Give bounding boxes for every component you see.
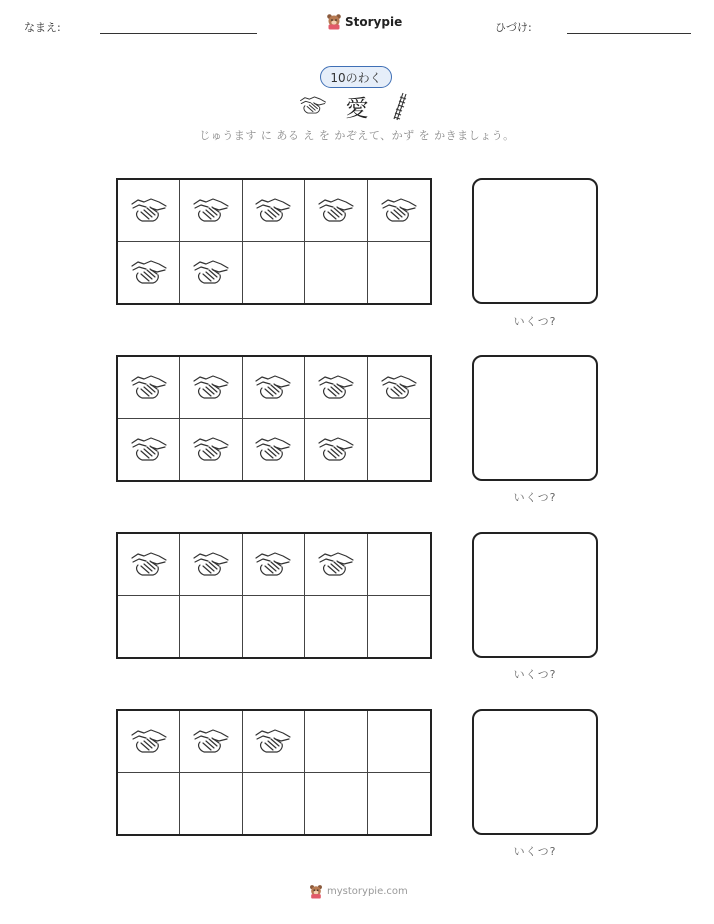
empty-cell <box>368 596 430 658</box>
empty-cell <box>180 596 242 658</box>
handshake-icon <box>298 94 328 116</box>
handshake-icon <box>129 257 169 287</box>
handshake-icon <box>129 372 169 402</box>
filled-cell <box>305 419 367 481</box>
handshake-icon <box>191 195 231 225</box>
filled-cell <box>180 711 242 773</box>
handshake-icon <box>129 195 169 225</box>
answer-box[interactable] <box>472 709 598 835</box>
filled-cell <box>118 357 180 419</box>
filled-cell <box>118 180 180 242</box>
empty-cell <box>243 596 305 658</box>
handshake-icon <box>129 434 169 464</box>
handshake-icon <box>253 434 293 464</box>
empty-cell <box>305 773 367 835</box>
handshake-icon <box>316 195 356 225</box>
handshake-icon <box>191 434 231 464</box>
handshake-icon <box>379 195 419 225</box>
instructions: じゅうます に ある え を かぞえて、かず を かきましょう。 <box>199 129 515 142</box>
filled-cell <box>243 419 305 481</box>
filled-cell <box>243 357 305 419</box>
empty-cell <box>118 773 180 835</box>
answer-box[interactable] <box>472 178 598 304</box>
handshake-icon <box>191 726 231 756</box>
ten-frame <box>116 532 432 659</box>
empty-cell <box>243 773 305 835</box>
answer-label: いくつ? <box>513 491 557 504</box>
filled-cell <box>118 534 180 596</box>
handshake-icon <box>191 257 231 287</box>
brand-name: Storypie <box>345 14 403 29</box>
empty-cell <box>180 773 242 835</box>
storypie-bear-logo-icon <box>309 884 323 899</box>
filled-cell <box>118 711 180 773</box>
handshake-icon <box>316 549 356 579</box>
answer-label: いくつ? <box>513 315 557 328</box>
filled-cell <box>180 180 242 242</box>
handshake-icon <box>253 195 293 225</box>
handshake-icon <box>129 726 169 756</box>
handshake-icon <box>129 549 169 579</box>
answer-box[interactable] <box>472 532 598 658</box>
empty-cell <box>368 242 430 304</box>
filled-cell <box>243 534 305 596</box>
date-label: ひづけ: <box>495 21 532 34</box>
handshake-icon <box>379 372 419 402</box>
brand-logo <box>326 13 402 30</box>
footer-url: mystorypie.com <box>327 886 408 897</box>
filled-cell <box>368 180 430 242</box>
empty-cell <box>118 596 180 658</box>
name-label: なまえ: <box>24 21 61 34</box>
storypie-bear-logo-icon <box>326 13 342 30</box>
handshake-icon <box>316 434 356 464</box>
filled-cell <box>118 242 180 304</box>
empty-cell <box>243 242 305 304</box>
filled-cell <box>305 180 367 242</box>
handshake-icon <box>253 372 293 402</box>
filled-cell <box>118 419 180 481</box>
handshake-icon <box>316 372 356 402</box>
handshake-icon <box>191 549 231 579</box>
empty-cell <box>368 773 430 835</box>
footer <box>309 884 408 899</box>
answer-label: いくつ? <box>513 668 557 681</box>
filled-cell <box>180 534 242 596</box>
date-line <box>567 33 691 34</box>
answer-label: いくつ? <box>513 845 557 858</box>
filled-cell <box>180 242 242 304</box>
ten-frame <box>116 178 432 305</box>
handshake-icon <box>253 726 293 756</box>
name-line <box>100 33 257 34</box>
empty-cell <box>368 534 430 596</box>
filled-cell <box>243 711 305 773</box>
ten-frame <box>116 355 432 482</box>
filled-cell <box>305 534 367 596</box>
vocabulary-word: 愛 <box>345 96 369 122</box>
filled-cell <box>180 419 242 481</box>
answer-box[interactable] <box>472 355 598 481</box>
ten-frame <box>116 709 432 836</box>
filled-cell <box>305 357 367 419</box>
rope-icon <box>390 91 408 121</box>
ten-frame-badge: 10のわく <box>320 66 392 88</box>
empty-cell <box>305 711 367 773</box>
filled-cell <box>180 357 242 419</box>
empty-cell <box>305 242 367 304</box>
handshake-icon <box>191 372 231 402</box>
handshake-icon <box>253 549 293 579</box>
filled-cell <box>368 357 430 419</box>
filled-cell <box>243 180 305 242</box>
empty-cell <box>368 711 430 773</box>
empty-cell <box>305 596 367 658</box>
empty-cell <box>368 419 430 481</box>
